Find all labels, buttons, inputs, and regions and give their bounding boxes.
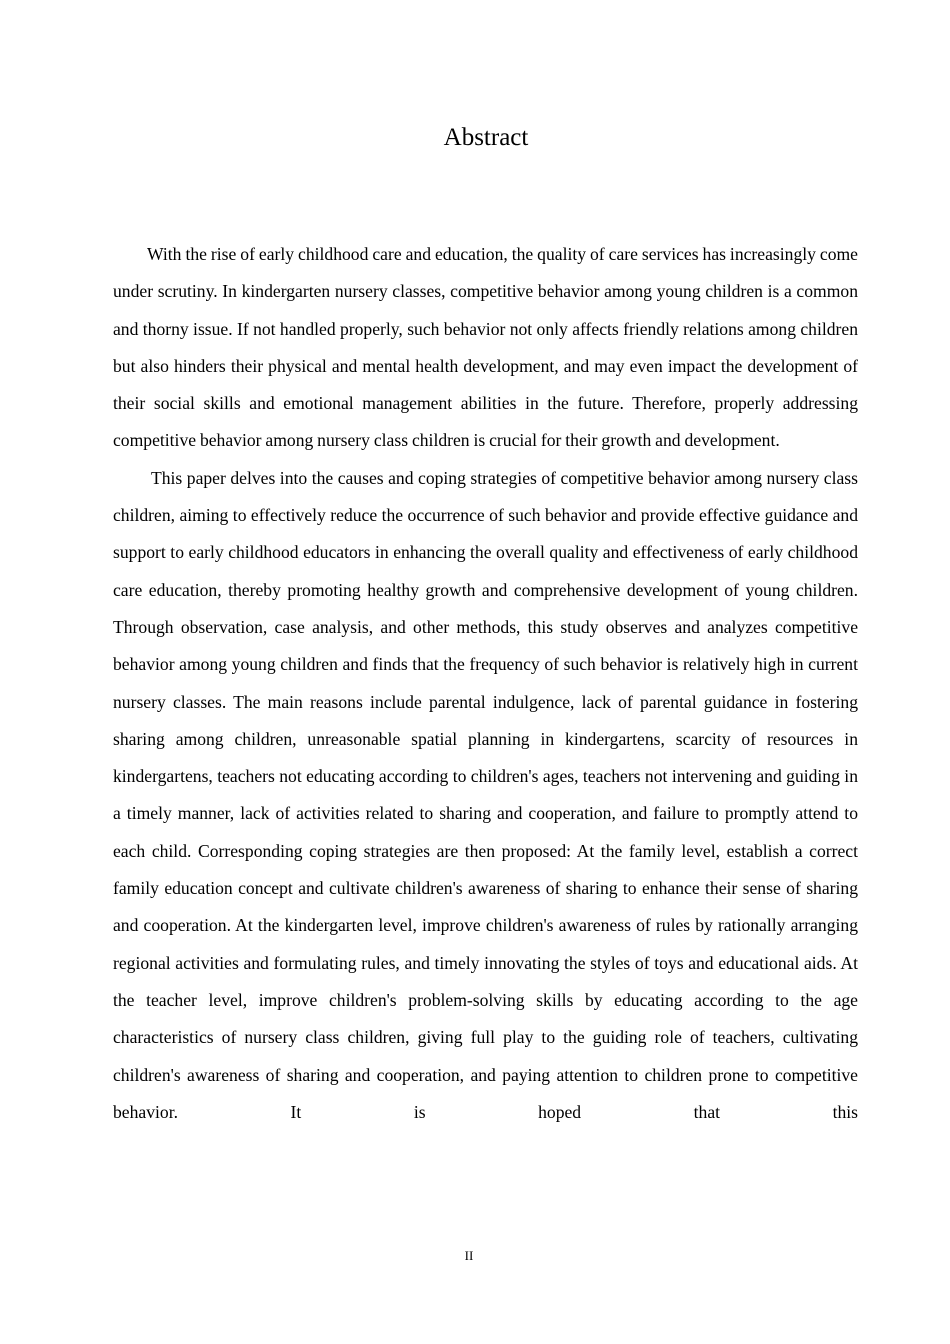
abstract-paragraph-2: This paper delves into the causes and coping strategies of competitive behavior among nursery class children, aiming to effectively reduce the occurrence of such behavior and provide effective guidance and support to early childhood educators in enhancing the overall quality and effectiveness of early childhood care education, thereby promoting healthy growth and comprehensive development of young children. Through observation, case analysis, and other methods, this study observes and analyzes competitive behavior among young children and finds that the frequency of such behavior is relatively high in current nursery classes. The main reasons include parental indulgence, lack of parental guidance in fostering sharing among children, unreasonable spatial planning in kindergartens, scarcity of resources in kindergartens, teachers not educating according to children's ages, teachers not intervening and guiding in a timely manner, lack of activities related to sharing and cooperation, and failure to promptly attend to each child. Corresponding coping strategies are then proposed: At the family level, establish a correct family education concept and cultivate children's awareness of sharing to enhance their sense of sharing and cooperation. At the kindergarten level, improve children's awareness of rules by rationally arranging regional activities and formulating rules, and timely innovating the styles of toys and educational aids. At the teacher level, improve children's problem-solving skills by educating according to the age characteristics of nursery class children, giving full play to the guiding role of teachers, cultivating children's awareness of sharing and cooperation, and paying attention to children prone to competitive behavior. It is hoped that this: [113, 467, 858, 1122]
abstract-body: [113, 236, 858, 1131]
abstract-paragraph-1: With the rise of early childhood care and education, the quality of care services has increasingly come under scrutiny. In kindergarten nursery classes, competitive behavior among young children is a common and thorny issue. If not handled properly, such behavior not only affects friendly relations among children but also hinders their physical and mental health development, and may even impact the development of their social skills and emotional management abilities in the future. Therefore, properly addressing competitive behavior among nursery class children is crucial for their growth and development.: [113, 244, 858, 451]
page-title: Abstract: [443, 124, 529, 151]
page-number: II: [464, 1248, 474, 1263]
